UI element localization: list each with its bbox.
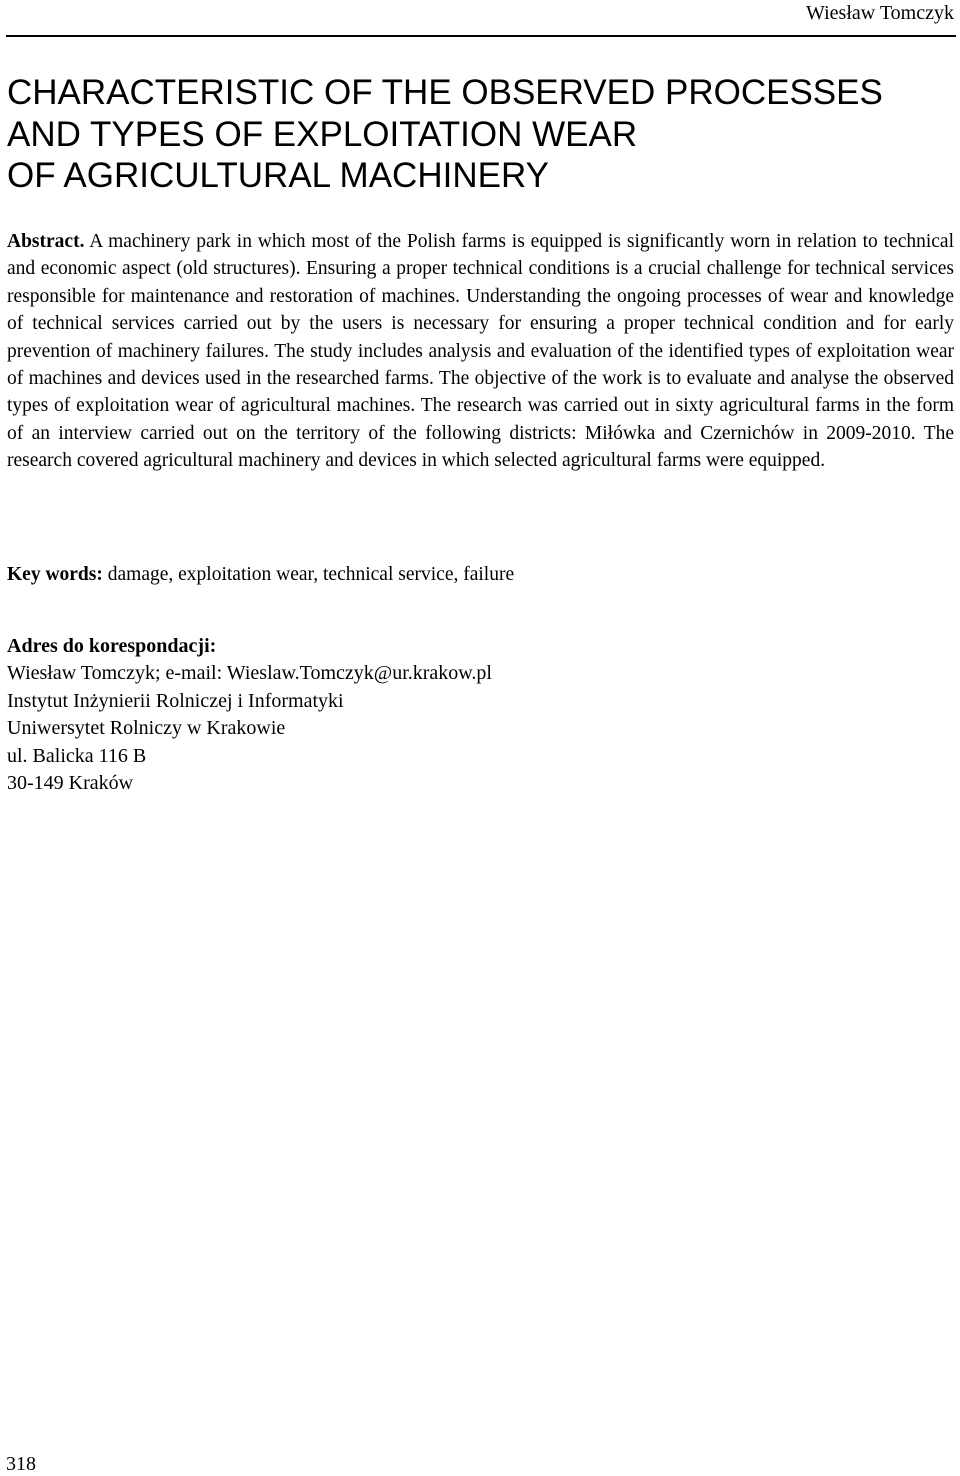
correspondence-line: 30-149 Kraków bbox=[7, 772, 134, 795]
paper-title bbox=[7, 72, 952, 197]
header-author: Wiesław Tomczyk bbox=[806, 2, 954, 24]
abstract bbox=[7, 228, 954, 475]
header-rule bbox=[6, 35, 956, 37]
title-line: AND TYPES OF EXPLOITATION WEAR bbox=[7, 114, 638, 154]
abstract-label: Abstract. bbox=[7, 231, 85, 252]
correspondence-block bbox=[7, 633, 954, 797]
correspondence-line: Instytut Inżynierii Rolniczej i Informatyki bbox=[7, 689, 344, 712]
keywords-text: damage, exploitation wear, technical service, failure bbox=[107, 564, 515, 585]
abstract-text: A machinery park in which most of the Polish farms is equipped is significantly worn in relation to technical and economic aspect (old structures). Ensuring a proper technical conditions is a crucial challenge for technical services responsible for maintenance and restoration of machines. Understanding the ongoing processes of wear and knowledge of technical services carried out by the users is necessary for ensuring a proper technical condition and for early prevention of machinery failures. The study includes analysis and evaluation of the identified types of exploitation wear of machines and devices used in the researched farms. The objective of the work is to evaluate and analyse the observed types of exploitation wear of agricultural machines. The research was carried out in sixty agricultural farms in the form of an interview carried out on the territory of the following districts: Miłówka and Czernichów in 2009-2010. The research covered agricultural machinery and devices in which selected agricultural farms were equipped. bbox=[7, 231, 954, 472]
keywords bbox=[7, 561, 954, 588]
correspondence-line: Wiesław Tomczyk; e-mail: Wieslaw.Tomczyk@ur.krakow.pl bbox=[7, 662, 492, 685]
correspondence-label: Adres do korespondacji: bbox=[7, 635, 217, 657]
page-number: 318 bbox=[6, 1453, 36, 1475]
correspondence-line: ul. Balicka 116 B bbox=[7, 744, 147, 767]
keywords-label: Key words: bbox=[7, 564, 103, 585]
correspondence-line: Uniwersytet Rolniczy w Krakowie bbox=[7, 717, 286, 740]
running-header bbox=[0, 0, 954, 30]
title-line: CHARACTERISTIC OF THE OBSERVED PROCESSES bbox=[7, 73, 883, 112]
title-line: OF AGRICULTURAL MACHINERY bbox=[7, 156, 549, 195]
